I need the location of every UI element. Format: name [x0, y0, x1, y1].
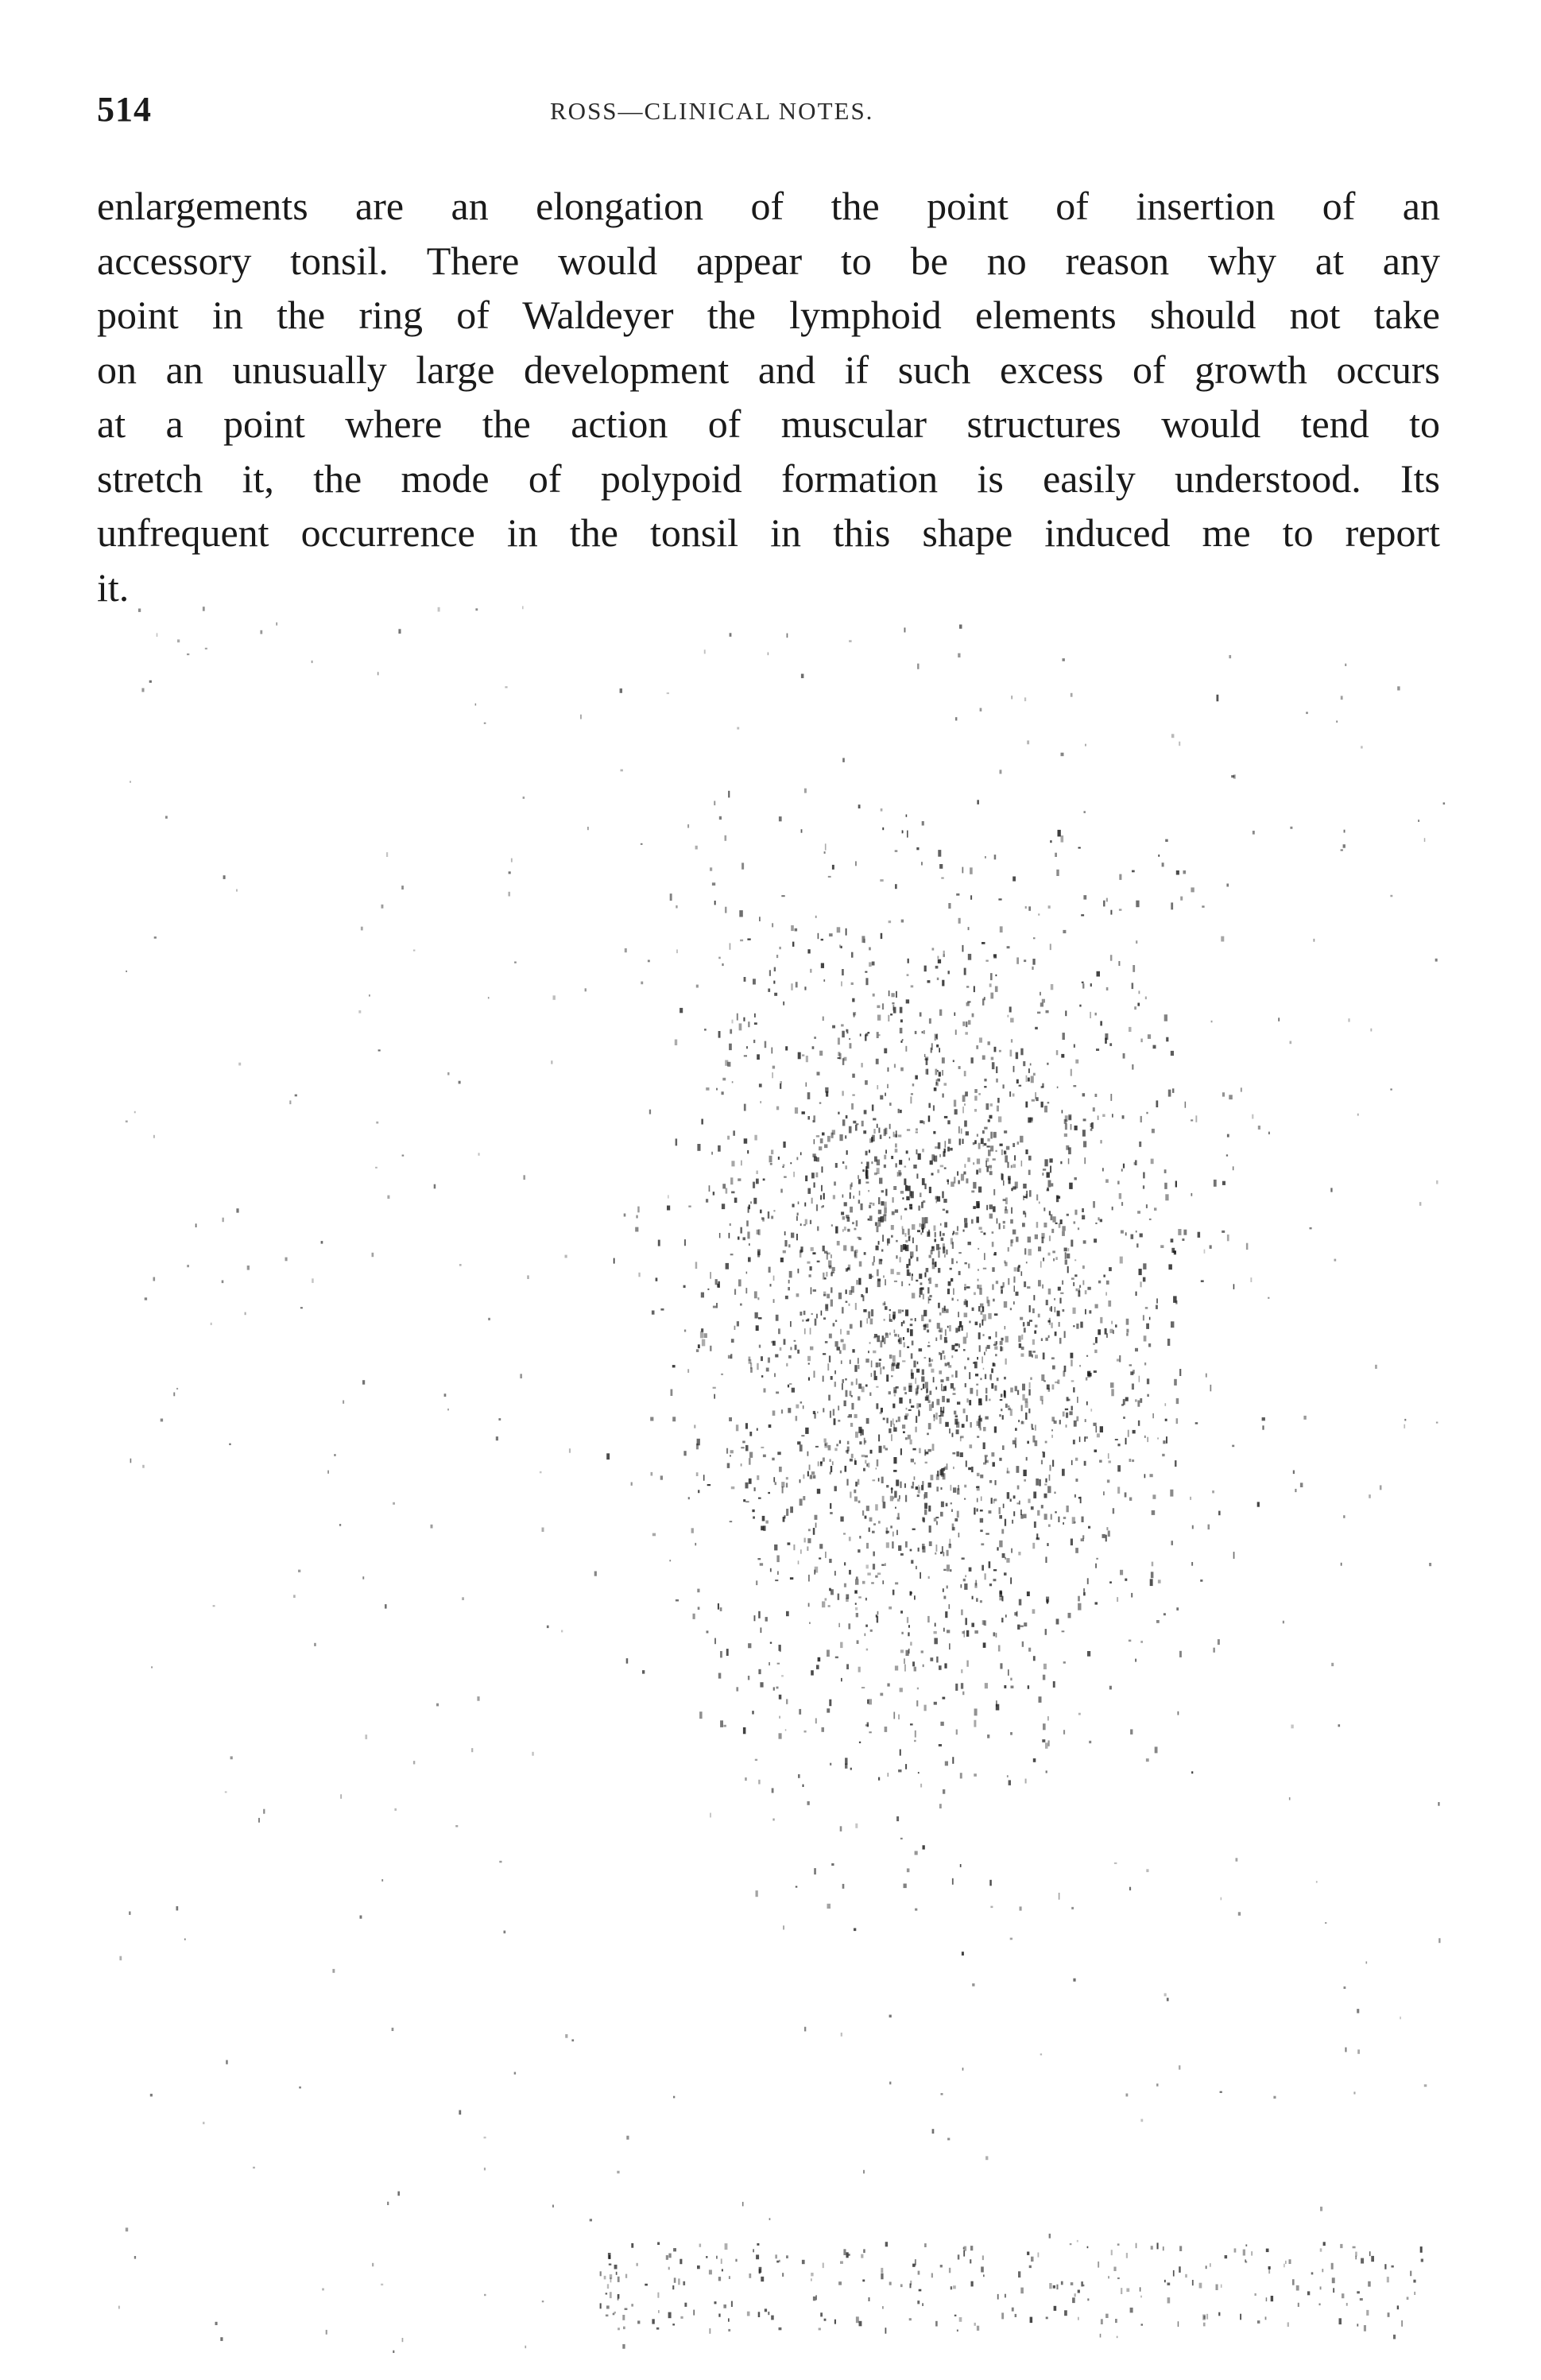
text-line: enlargements are an elongation of the point of insertion of an	[97, 184, 1440, 228]
text-line: unfrequent occurrence in the tonsil in this shape induced me to report	[97, 510, 1440, 555]
stipple-illustration	[111, 604, 1446, 2353]
text-line: point in the ring of Waldeyer the lymphoid elements should not take	[97, 293, 1440, 337]
text-line: it.	[97, 564, 130, 610]
text-line: at a point where the action of muscular structures would tend to	[97, 401, 1440, 446]
text-line: on an unusually large development and if such excess of growth occurs	[97, 347, 1440, 392]
running-head: ROSS—CLINICAL NOTES.	[550, 97, 874, 125]
text-line: accessory tonsil. There would appear to be no reason why at any	[97, 238, 1440, 283]
body-paragraph	[97, 179, 1440, 614]
specimen-illustration	[111, 604, 1446, 2353]
page-number: 514	[97, 90, 152, 129]
text-line: stretch it, the mode of polypoid formation is easily understood. Its	[97, 455, 1440, 501]
page-header	[97, 89, 1440, 137]
